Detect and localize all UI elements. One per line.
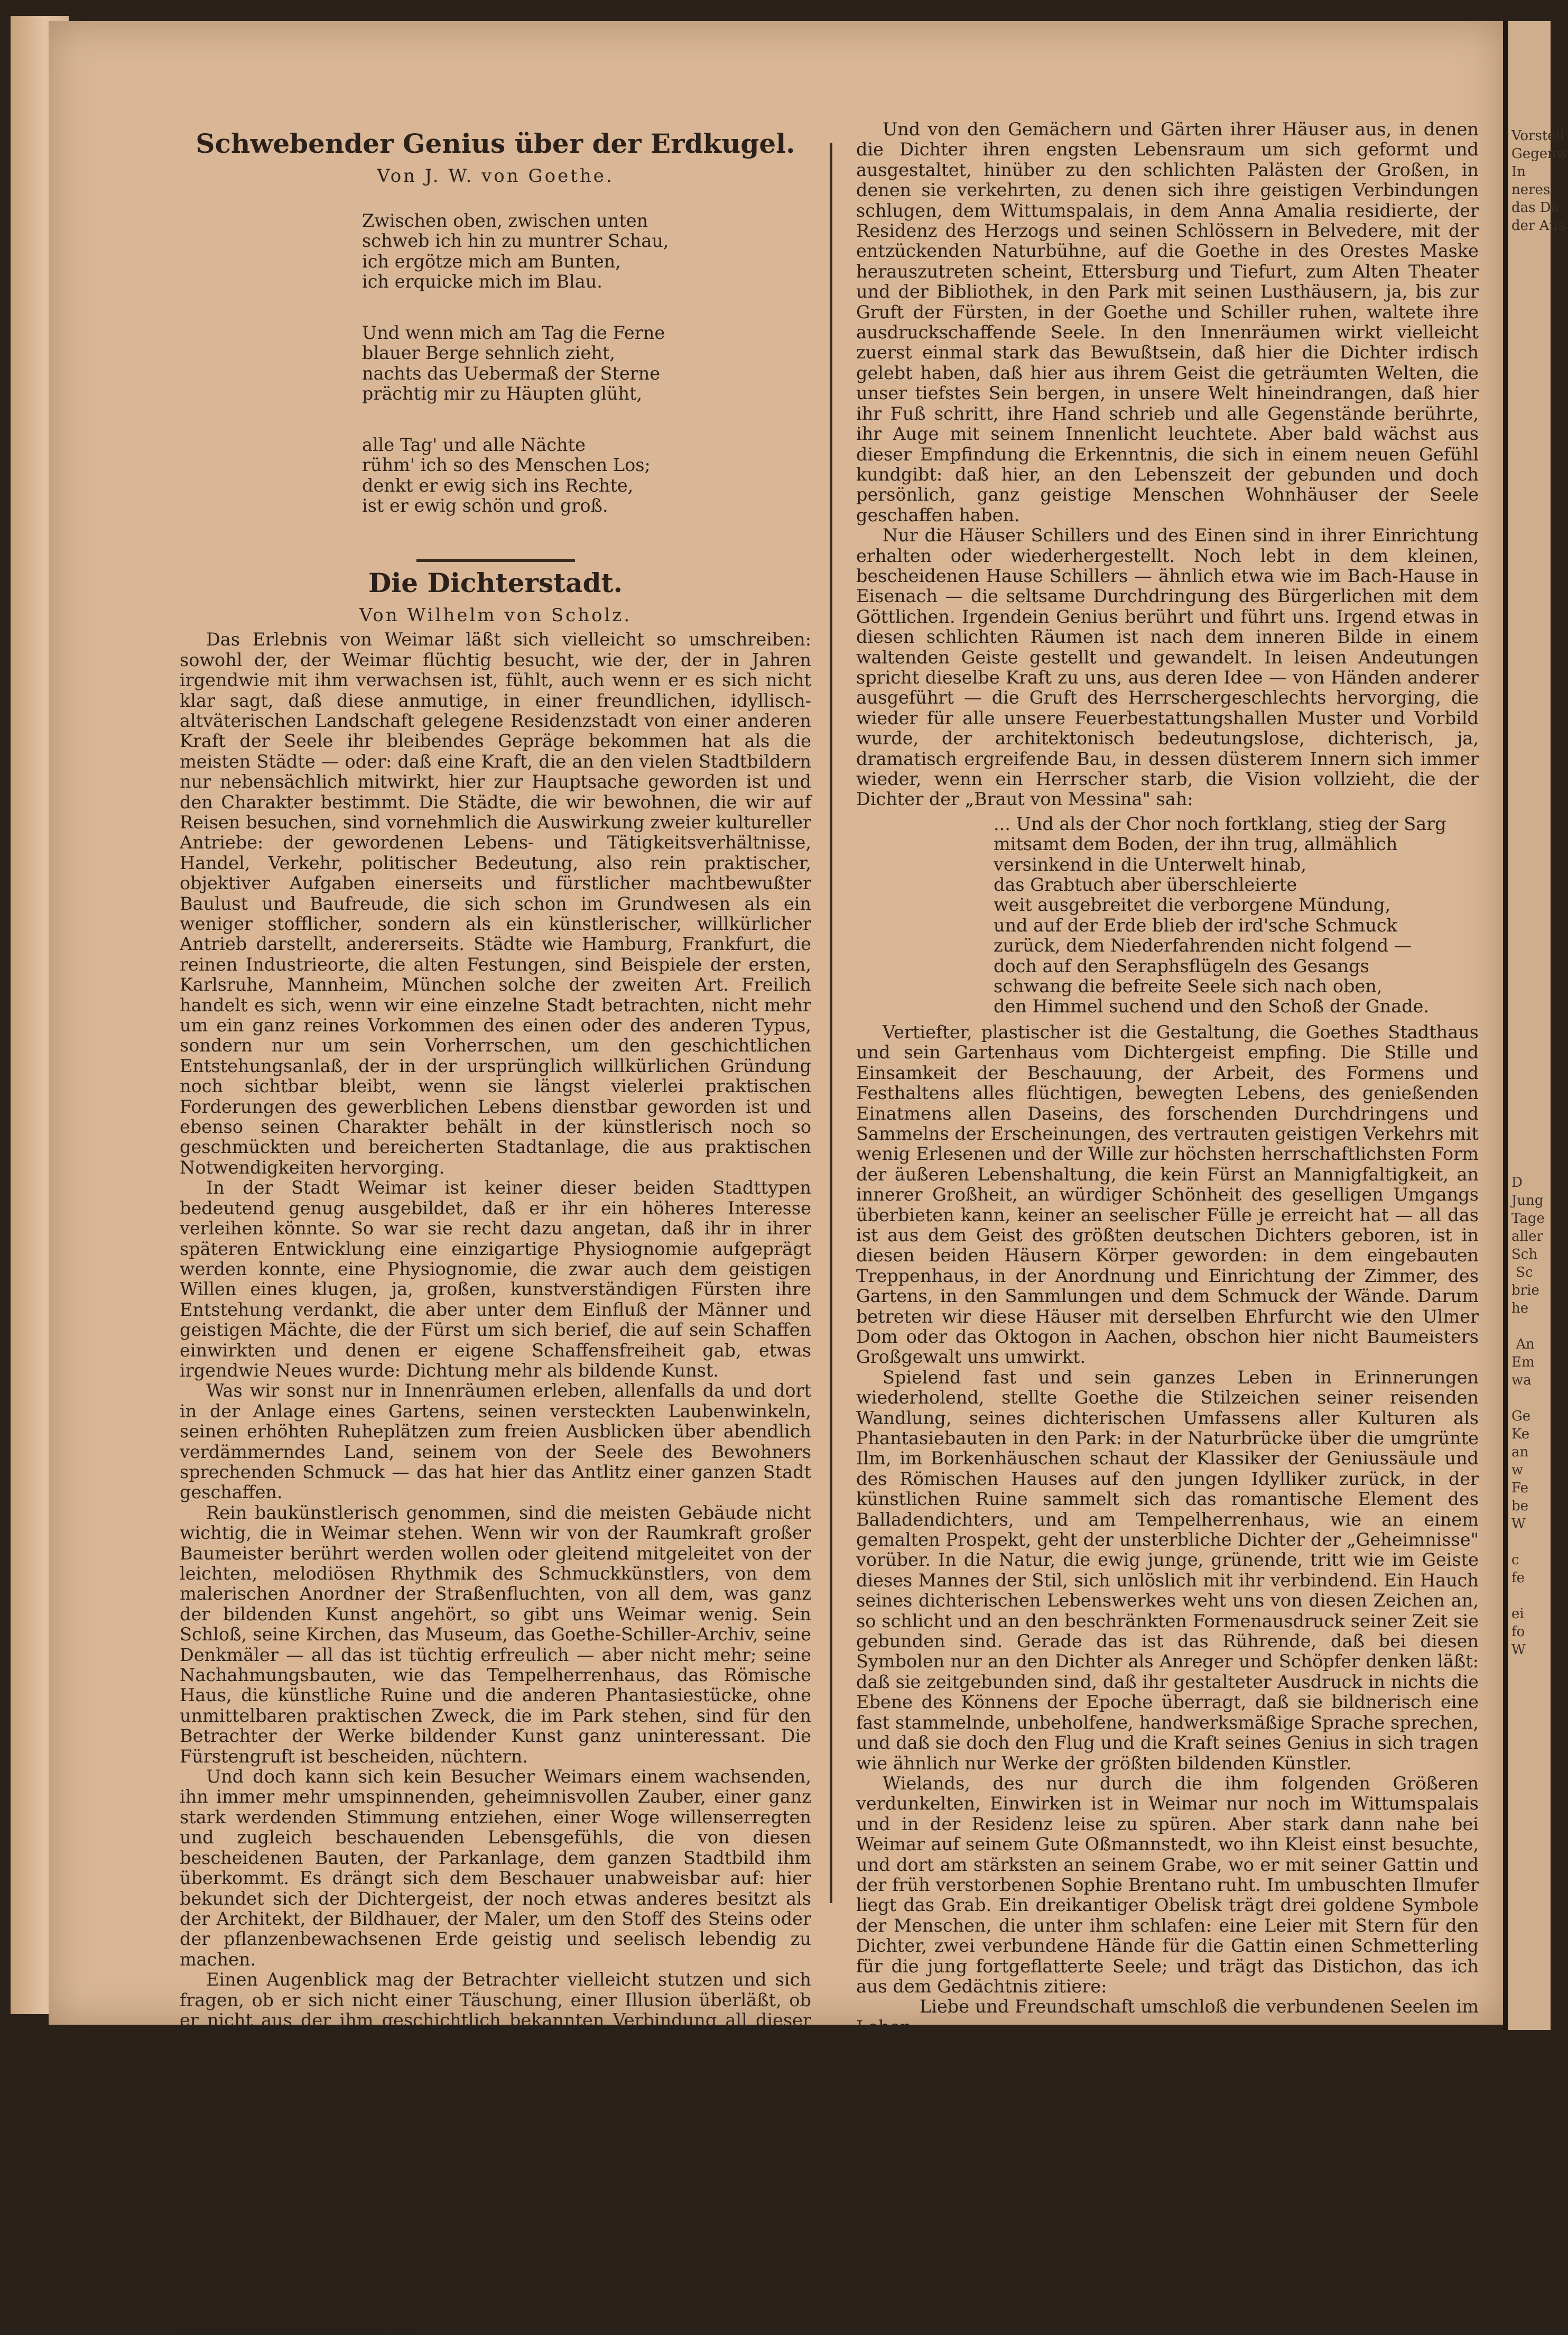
distichon-line: Liebe und Freundschaft umschloß die verbundenen Seelen im Leben (856, 1996, 1479, 2037)
article-paragraph: Einen Augenblick mag der Betrachter vielleicht stutzen und sich fragen, ob er sich nicht einer Täuschung, einer Illusion überläßt, ob er nicht aus der ihm geschichtlich bekannten Verbindung all dieser Dinge mit den großen Dichtern, vor allem dem einen, diese Stimmung, diesen Zauber nur in die Stadt hineinlegt. Aber er mag sich beruhigt an ihr fortfreuen: ihn beseelt zuverlässig nicht die unklar-romantische Empfindung, die nur aus der geschichtlichen Tatsache schöpft, daß hier die großen Dichter gelebt haben, daß sie mit diesen Bauten und Anlagen für immer verbunden sind — sondern diese Gebäude, diese wohlerhaltenen Ueberreste eines im Stoff ausgedrückten geistigen Lebens sprechen selbst mit der Seele der Dichter, die auf ihre Entstehung einwirkten. Wir haben es hier damit zu tun, daß der Dichtergeist, der mit seinem unendlichen Ausdrucksvermögen sich im allgemeinen fast stofflos in Schriftzeichen mitteilt, einmal spielend und lebendig in der Stofflichkeit sichtbarer Anlagen hervortritt, sie schaffend durchseelt und aus ihnen auf uns zuströmt wie ein Quellrunnen auf seiner gemeißelten Umrahmung. (180, 1969, 811, 2335)
article-paragraph: Und von den Gemächern und Gärten ihrer Häuser aus, in denen die Dichter ihren engsten Lebensraum um sich geformt und ausgestaltet, hinüber zu den schlichten Palästen der Großen, in denen sie verkehrten, zu denen sich ihre geistigen Verbindungen schlugen, dem Wittumspalais, in dem Anna Amalia residierte, der Residenz des Herzogs und seinen Schlössern in Belvedere, mit der entzückenden Naturbühne, auf die Goethe in des Orestes Maske herauszutreten scheint, Ettersburg und Tiefurt, zum Alten Theater und der Bibliothek, in den Park mit seinen Lusthäusern, ja, bis zur Gruft der Fürsten, in der Goethe und Schiller ruhen, waltete ihre ausdruckschaffende Seele. In den Innenräumen wirkt vielleicht zuerst einmal stark das Bewußtsein, daß hier die Dichter irdisch gelebt haben, daß hier aus ihrem Geist die geträumten Welten, die unser tiefstes Sein bergen, in unsere Welt hineindrangen, daß hier ihr Fuß schritt, ihre Hand schrieb und alle Gegenstände berührte, ihr Auge mit seinem Innenlicht leuchtete. Aber bald wächst aus dieser Empfindung die Erkenntnis, die sich in einem neuen Gefühl kundgibt: daß hier, an den Lebenszeit der gebunden und doch persönlich, ganz geistige Menschen Wohnhäuser der Seele geschaffen haben. (856, 119, 1479, 525)
article-paragraph: Vor diesem Grabmal, im grünen Dunkel des Laubes, das vom Rauschen und Spülen des Flüßchens durchhallt wird, stehen die betrachtenden Stunden bei uns, in denen der alte, aus religiöser Schwärmerei zum heiteren Anakreontiker, aus fabelndem Liebesübermut zum bürgerlichen Hausvater gewordene Wieland an das Sterben und die idyllische Ruhe langen Totseins und körperlichen Geliebtseins von den Nachkommenden dachte; steht er selbst, wie er aus dieser tief und wehmütig genossenen (856, 2057, 1479, 2220)
left-column (180, 127, 811, 2335)
poem-stanza: Zwischen oben, zwischen unten schweb ich hin zu muntrer Schau, ich ergötze mich am Bunten, ich erquicke mich im Blau. (362, 210, 669, 292)
book-binding (1503, 21, 1508, 2030)
quoted-verse: ... Und als der Chor noch fortklang, stieg der Sarg mitsamt dem Boden, der ihn trug, allmählich versinkend in die Unterwelt hinab, das Grabtuch aber überschleierte weit ausgebreitet die verborgene Mündung, und auf der Erde blieb der ird'sche Schmuck zurück, dem Niederfahrenden nicht folgend — doch auf den Seraphsflügeln des Gesangs schwang die befreite Seele sich nach oben, den Himmel suchend und den Schoß der Gnade. (994, 813, 1446, 1017)
poem-title: Schwebender Genius über der Erdkugel. (196, 128, 795, 159)
poem-stanza: alle Tag' und alle Nächte rühm' ich so des Menschen Los; denkt er ewig sich ins Rechte, ist er ewig schön und groß. (362, 434, 651, 516)
book-page-edge-right (1503, 21, 1568, 2030)
poem (362, 190, 811, 547)
article-paragraph: Wielands, des nur durch die ihm folgenden Größeren verdunkelten, Einwirken ist in Weimar nur noch im Wittumspalais und in der Residenz leise zu spüren. Aber stark dann nahe bei Weimar auf seinem Gute Oßmannstedt, wo ihn Kleist einst besuchte, und dort am stärksten an seinem Grabe, wo er mit seiner Gattin und der früh verstorbenen Sophie Brentano ruht. Im umbuschten Ilmufer liegt das Grab. Ein dreikantiger Obelisk trägt drei goldene Symbole der Menschen, die unter ihm schlafen: eine Leier mit Stern für den Dichter, zwei verbundene Hände für die Gattin einen Schmetterling für die jung fortgeflatterte Seele; und trägt das Distichon, das ich aus dem Gedächtnis zitiere: (856, 1773, 1479, 1997)
distichon-line: Und ihr Vergängliches deckt dieser gemeinsame Stein. (920, 2037, 1414, 2058)
section-divider (416, 559, 575, 562)
right-column (856, 119, 1479, 2220)
article-paragraph: Und doch kann sich kein Besucher Weimars einem wachsenden, ihn immer mehr umspinnenden, geheimnisvollen Zauber, einer ganz stark werdenden Stimmung entziehen, einer Woge willenserregten und zugleich beschauenden Lebensgefühls, die von diesen bescheidenen Bauten, der Parkanlage, dem ganzen Stadtbild ihm überkommt. Es drängt sich dem Beschauer unabweisbar auf: hier bekundet sich der Dichtergeist, der noch etwas anderes besitzt als der Architekt, der Bildhauer, der Maler, um den Stoff des Steins oder der pflanzenbewachsenen Erde geistig und seelisch lebendig zu machen. (180, 1766, 811, 1970)
article-paragraph: Das Erlebnis von Weimar läßt sich vielleicht so umschreiben: sowohl der, der Weimar flüchtig besucht, wie der, der in Jahren irgendwie mit ihm verwachsen ist, fühlt, auch wenn er es sich nicht klar sagt, daß diese anmutige, in einer freundlichen, idyllisch-altväterischen Landschaft gelegene Residenzstadt von einer anderen Kraft der Seele ihr bleibendes Gepräge bekommen hat als die meisten Städte — oder: daß eine Kraft, die an den vielen Stadtbildern nur nebensächlich mitwirkt, hier zur Hauptsache geworden ist und den Charakter bestimmt. Die Städte, die wir bewohnen, die wir auf Reisen besuchen, sind vornehmlich die Auswirkung zweier kultureller Antriebe: der gewordenen Lebens- und Tätigkeitsverhältnisse, Handel, Verkehr, politischer Bedeutung, also rein praktischer, objektiver Aufgaben einerseits und fürstlicher machtbewußter Baulust und Baufreude, die sich schon im Grundwesen als ein weniger stofflicher, sondern als ein künstlerischer, willkürlicher Antrieb darstellt, andererseits. Städte wie Hamburg, Frankfurt, die reinen Industrieorte, die alten Festungen, sind Beispiele der ersten, Karlsruhe, Mannheim, München solche der zweiten Art. Freilich handelt es sich, wenn wir eine einzelne Stadt betrachten, nicht mehr um ein ganz reines Vorkommen des einen oder des anderen Typus, sondern nur um sein Vorherrschen, um den geschichtlichen Entstehungsanlaß, der in der ursprünglich willkürlichen Gründung noch sichtbar bleibt, wenn sie längst vielerlei praktischen Forderungen des gewerblichen Lebens dienstbar geworden ist und ebenso seinen Charakter behält in der künstlerisch noch so geschmückten und bereicherten Stadtanlage, die aus praktischen Notwendigkeiten hervorging. (180, 629, 811, 1178)
article-paragraph: Nur die Häuser Schillers und des Einen sind in ihrer Einrichtung erhalten oder wiederhergestellt. Noch lebt in dem kleinen, bescheidenen Hause Schillers — ähnlich etwa wie im Bach-Hause in Eisenach — die seltsame Durchdringung des Bürgerlichen mit dem Göttlichen. Irgendein Genius berührt und führt uns. Irgend etwas in diesen schlichten Räumen ist nach dem inneren Bilde in einem waltenden Geiste gestellt und gewandelt. In leisen Andeutungen spricht dieselbe Kraft zu uns, aus deren Idee — von Händen anderer ausgeführt — die Gruft des Herrschergeschlechts hervorging, die wieder für alle unsere Feuerbestattungshallen Muster und Vorbild wurde, der architektonisch bedeutungslose, dichterisch, ja, dramatisch ergreifende Bau, in dessen düsterem Innern sich immer wieder, wenn ein Herrscher starb, die Vision vollzieht, die der Dichter der „Braut von Messina" sah: (856, 525, 1479, 810)
article-title: Die Dichterstadt. (368, 567, 623, 598)
article-paragraph: Vertiefter, plastischer ist die Gestaltung, die Goethes Stadthaus und sein Gartenhaus vom Dichtergeist empfing. Die Stille und Einsamkeit der Beschauung, der Arbeit, des Formens und Festhaltens alles flüchtigen, bewegten Lebens, des genießenden Einatmens allen Daseins, des forschenden Durchdringens und Sammelns der Erscheinungen, des vertrauten geistigen Verkehrs mit wenig Erlesenen und der Wille zur höchsten herrschaftlichsten Form der äußeren Lebenshaltung, die kein Fürst an Mannigfaltigkeit, an innerer Großheit, an würdiger Schönheit des geselligen Umgangs überbieten kann, keiner an seelischer Fülle je erreicht hat — all das ist aus dem Geist des größten deutschen Dichters geboren, ist in diesen beiden Häusern Körper geworden: in dem eingebauten Treppenhaus, in der Anordnung und Einrichtung der Zimmer, des Gartens, in den Sammlungen und dem Schmuck der Wände. Darum betreten wir diese Häuser mit derselben Ehrfurcht wie den Ulmer Dom oder das Oktogon in Aachen, obschon hier nicht Baumeisters Großgewalt uns umwirkt. (856, 1021, 1479, 1368)
article-paragraph: Spielend fast und sein ganzes Leben in Erinnerungen wiederholend, stellte Goethe die Stilzeichen seiner reisenden Wandlung, seines dichterischen Umfassens aller Kulturen als Phantasiebauten in den Park: in der Naturbrücke über die umgrünte Ilm, im Borkenhäuschen schaut der Klassiker der Geniussäule und des Römischen Hauses auf den jungen Idylliker zurück, in der künstlichen Ruine sammelt sich das romantische Element des Balladendichters, und am Tempelherrenhaus, wie an einem gemalten Prospekt, geht der unsterbliche Dichter der „Geheimnisse" vorüber. In die Natur, die ewig junge, grünende, tritt wie im Geiste dieses Mannes der Stil, sich unlöslich mit ihr verbindend. Ein Hauch seines dichterischen Lebenswerkes weht uns von diesen Zeichen an, so schlicht und an den beschränkten Formenausdruck seiner Zeit sie gebunden sind. Gerade das ist das Rührende, daß bei diesen Symbolen nur an den Dichter als Anreger und Schöpfer denken läßt: daß sie zeitgebunden sind, daß ihr gestalteter Ausdruck in nichts die Ebene des Könnens der Epoche überragt, daß sie bildnerisch eine fast stammelnde, unbeholfene, handwerksmäßige Sprache sprechen, und daß sie doch den Flug und die Kraft seines Genius in sich tragen wie ähnlich nur Werke der größten bildenden Künstler. (856, 1367, 1479, 1774)
next-page-fragment-middle: D Jung Tage aller Sch Sc brie he An Em wa Ge Ke an w Fe be W c fe ei fo W (1511, 1175, 1545, 1658)
article-paragraph: Rein baukünstlerisch genommen, sind die meisten Gebäude nicht wichtig, die in Weimar stehen. Wenn wir von der Raumkraft großer Baumeister berührt werden wollen oder gleitend mitgeleitet von der leichten, melodiösen Rhythmik des Schmuckkünstlers, von dem malerischen Anordner der Straßenfluchten, von all dem, was ganz der bildenden Kunst angehört, so gibt uns Weimar wenig. Sein Schloß, seine Kirchen, das Museum, das Goethe-Schiller-Archiv, seine Denkmäler — all das ist tüchtig erfreulich — aber nicht mehr; seine Nachahmungsbauten, wie das Tempelherrenhaus, das Römische Haus, die künstliche Ruine und die anderen Phantasiestücke, ohne unmittelbaren praktischen Zweck, die im Park stehen, sind für den Betrachter der Werke bildender Kunst ganz uninteressant. Die Fürstengruft ist bescheiden, nüchtern. (180, 1502, 811, 1767)
article-paragraph: Was wir sonst nur in Innenräumen erleben, allenfalls da und dort in der Anlage eines Gartens, seinen versteckten Laubenwinkeln, seinen erhöhten Ruheplätzen zum freien Ausblicken über abendlich verdämmerndes Land, seinem von der Seele des Bewohners sprechenden Schmuck — das hat hier das Antlitz einer ganzen Stadt geschaffen. (180, 1380, 811, 1503)
next-page-fragment-top: Vorstell Gegenw In neres das Da der Aus (1511, 128, 1568, 234)
article-byline: Von Wilhelm von Scholz. (359, 604, 632, 626)
poem-stanza: Und wenn mich am Tag die Ferne blauer Berge sehnlich zieht, nachts das Uebermaß der Sterne prächtig mir zu Häupten glüht, (362, 322, 665, 404)
column-rule (830, 143, 832, 1903)
article-paragraph: In der Stadt Weimar ist keiner dieser beiden Stadttypen bedeutend genug ausgebildet, daß er ihr ein höheres Interesse verleihen könnte. So war sie recht dazu angetan, daß ihr in ihrer späteren Entwicklung eine einzigartige Physiognomie aufgeprägt werden konnte, eine Physiognomie, die zwar auch dem geistigen Willen eines klugen, ja, großen, kunstverständigen Fürsten ihre Entstehung verdankt, die aber unter dem Einfluß der Männer und geistigen Mächte, die der Fürst um sich berief, die auf sein Schaffen einwirkten und denen er eigene Schaffensfreiheit gab, etwas irgendwie Neues wurde: Dichtung mehr als bildende Kunst. (180, 1177, 811, 1381)
poem-byline: Von J. W. von Goethe. (377, 165, 614, 187)
